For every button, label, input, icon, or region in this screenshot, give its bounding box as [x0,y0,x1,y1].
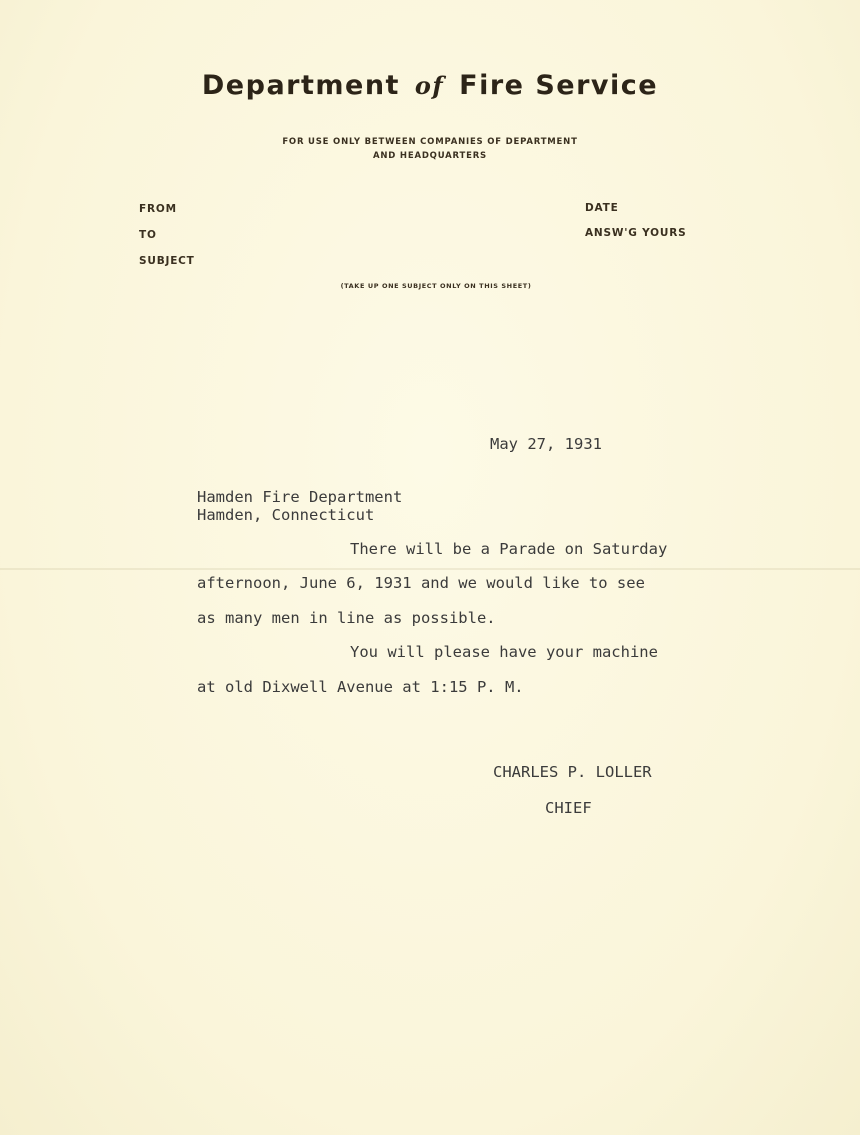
restriction-line-1: FOR USE ONLY BETWEEN COMPANIES OF DEPARTMENT [282,137,578,147]
field-answering-label: ANSW'G YOURS [585,227,687,239]
signature-title: CHIEF [545,799,592,817]
one-subject-note: (TAKE UP ONE SUBJECT ONLY ON THIS SHEET) [340,282,532,290]
body-line: at old Dixwell Avenue at 1:15 P. M. [197,678,524,696]
title-of: of [414,71,445,100]
recipient-line-1: Hamden Fire Department [197,488,403,506]
field-from-label: FROM [139,203,177,215]
body-line: afternoon, June 6, 1931 and we would like to see [197,574,645,592]
letter-date: May 27, 1931 [490,435,602,453]
restriction-line-2: AND HEADQUARTERS [373,151,487,161]
recipient-line-2: Hamden, Connecticut [197,506,375,524]
signature-name: CHARLES P. LOLLER [493,763,652,781]
field-subject-label: SUBJECT [139,255,195,267]
body-line: You will please have your machine [350,643,658,661]
field-to-label: TO [139,229,157,241]
field-date-label: DATE [585,202,619,214]
fold-line [0,568,860,570]
title-fire-service: Fire Service [459,70,659,101]
letterhead-title [0,70,860,101]
body-line: There will be a Parade on Saturday [350,540,668,558]
body-line: as many men in line as possible. [197,609,496,627]
title-department: Department [201,70,400,101]
